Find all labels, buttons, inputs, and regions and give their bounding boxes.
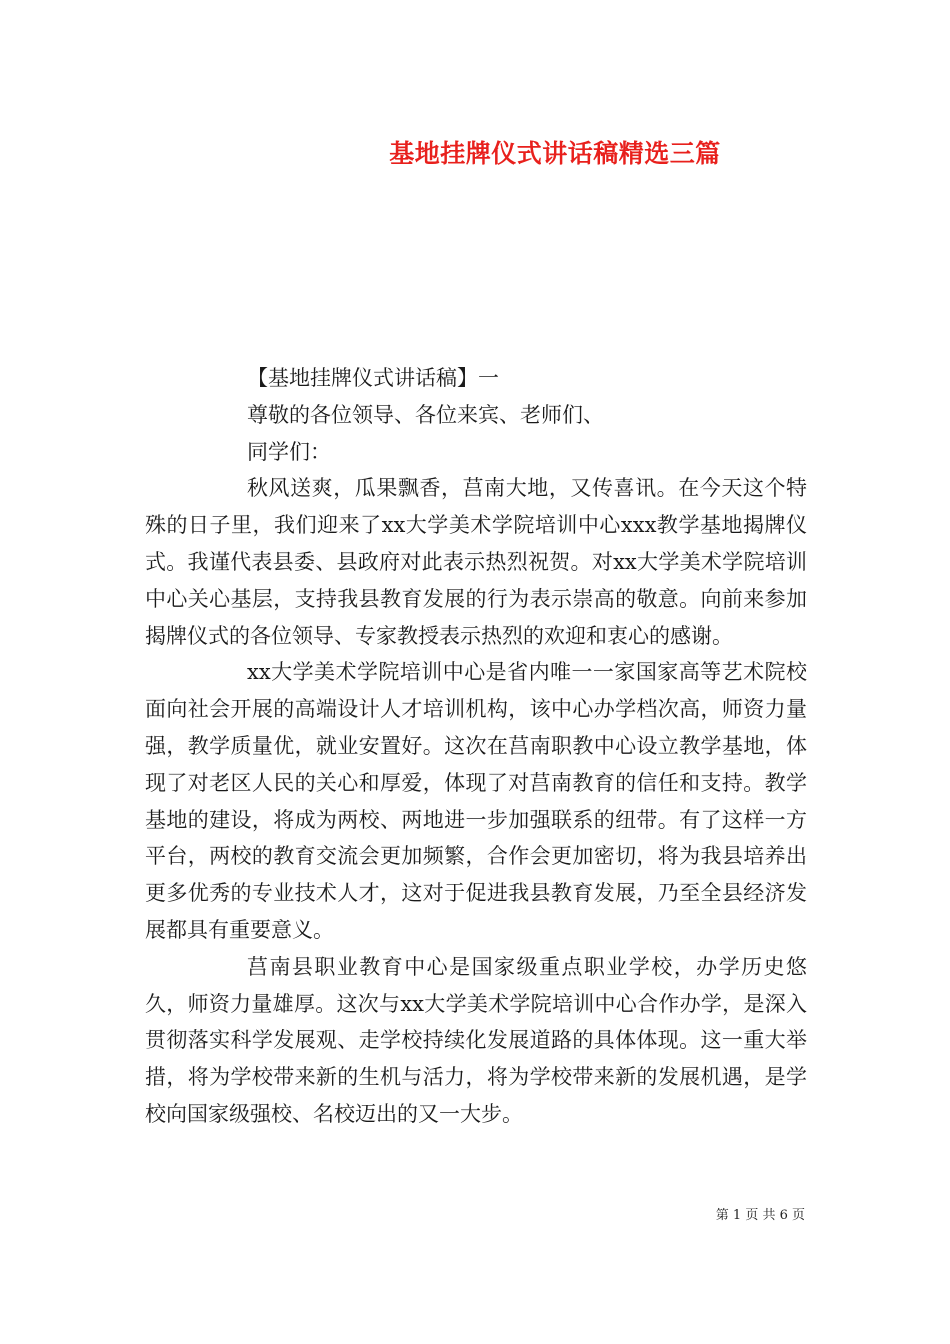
page-footer: 第 1 页 共 6 页 — [715, 1208, 805, 1223]
section-heading: 【基地挂牌仪式讲话稿】一 — [247, 366, 499, 390]
paragraph-2: xx大学美术学院培训中心是省内唯一一家国家高等艺术院校面向社会开展的高端设计人才培训机构，该中心办学档次高，师资力量强，教学质量优，就业安置好。这次在莒南职教中心设立教学基地，体现了对老区人民的关心和厚爱，体现了对莒南教育的信任和支持。教学基地的建设，将成为两校、两地进一步加强联系的纽带。有了这样一方平台，两校的教育交流会更加频繁，合作会更加密切，将为我县培养出更多优秀的专业技术人才，这对于促进我县教育发展，乃至全县经济发展都具有重要意义。 — [145, 660, 807, 942]
page-title: 基地挂牌仪式讲话稿精选三篇 — [389, 139, 721, 168]
salutation-line-2: 同学们： — [247, 439, 331, 464]
paragraph-3: 莒南县职业教育中心是国家级重点职业学校，办学历史悠久，师资力量雄厚。这次与xx大学美术学院培训中心合作办学，是深入贯彻落实科学发展观、走学校持续化发展道路的具体体现。这一重大举措，将为学校带来新的生机与活力，将为学校带来新的发展机遇，是学校向国家级强校、名校迈出的又一大步。 — [145, 954, 807, 1126]
paragraph-1: 秋风送爽，瓜果飘香，莒南大地，又传喜讯。在今天这个特殊的日子里，我们迎来了xx大学美术学院培训中心xxx教学基地揭牌仪式。我谨代表县委、县政府对此表示热烈祝贺。对xx大学美术学院培训中心关心基层，支持我县教育发展的行为表示崇高的敬意。向前来参加揭牌仪式的各位领导、专家教授表示热烈的欢迎和衷心的感谢。 — [145, 476, 807, 648]
document-body — [145, 360, 807, 1133]
salutation-line-1: 尊敬的各位领导、各位来宾、老师们、 — [247, 402, 604, 427]
